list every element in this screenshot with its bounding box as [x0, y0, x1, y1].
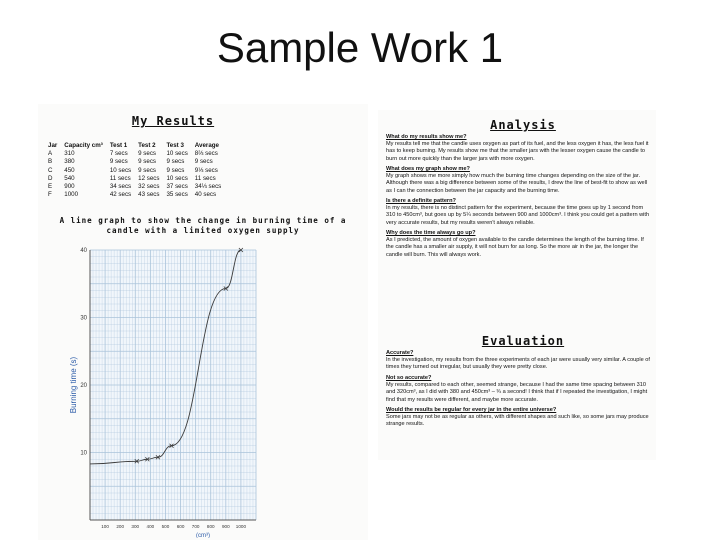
evaluation-question: Not so accurate?	[386, 375, 432, 381]
analysis-answer: As I predicted, the amount of oxygen available to the candle determines the length of the burning time. If the candle has a smaller air supply, it will not burn for as long. So the more air in the jar, the longer the candle will burn. This will always work.	[386, 237, 644, 258]
x-tick-label: 800	[206, 524, 215, 529]
analysis-section	[386, 166, 652, 195]
table-cell: B	[48, 158, 53, 166]
table-cell: 540	[64, 174, 75, 182]
table-cell: 9 secs	[138, 158, 157, 166]
table-row	[48, 191, 228, 199]
table-cell: 12 secs	[138, 174, 160, 182]
table-cell: 9 secs	[138, 166, 157, 174]
table-header-cell: Capacity cm³	[64, 142, 103, 149]
x-tick-label: 100	[101, 524, 109, 529]
table-cell: 1000	[64, 191, 79, 199]
slide-title: Sample Work 1	[216, 24, 504, 71]
evaluation-question: Would the results be regular for every jar in the entire universe?	[386, 407, 557, 413]
analysis-question: Is there a definite pattern?	[386, 198, 456, 204]
table-cell: 9 secs	[194, 158, 213, 166]
table-cell: 11 secs	[194, 174, 216, 182]
table-header-cell: Test 1	[109, 142, 128, 149]
table-cell: 9 secs	[138, 150, 157, 158]
table-cell: 7 secs	[109, 150, 128, 158]
table-cell: 9⅓ secs	[194, 166, 218, 174]
table-cell: 43 secs	[138, 191, 160, 199]
y-tick-label: 30	[80, 315, 87, 322]
x-tick-label: 1000	[235, 524, 247, 529]
evaluation-section	[386, 375, 652, 404]
y-tick-label: 40	[80, 248, 87, 254]
x-tick-label: 300	[131, 524, 140, 529]
evaluation-heading: Evaluation	[481, 334, 565, 348]
analysis-answer: My results tell me that the candle uses oxygen as part of its fuel, and the less oxygen it has, the less fuel it has to keep burning. My results show me that the smaller jars with the lesser oxygen cause the candle to burn out more quickly than the larger jars with more oxygen.	[386, 141, 649, 162]
burning-time-line-graph	[68, 244, 268, 538]
table-cell: 9 secs	[166, 166, 185, 174]
analysis-heading: Analysis	[490, 118, 556, 132]
results-page-scan	[38, 104, 368, 540]
results-heading: My Results	[131, 114, 215, 128]
evaluation-answer: In the investigation, my results from the three experiments of each jar were usually very similar. A couple of times they turned out irregular, but usually they were pretty close.	[386, 357, 650, 371]
table-cell: C	[48, 166, 53, 174]
analysis-section	[386, 230, 652, 259]
table-row	[48, 158, 228, 166]
table-header-cell: Test 3	[166, 142, 184, 149]
table-cell: A	[48, 150, 53, 158]
x-tick-label: 400	[146, 524, 155, 529]
table-row	[48, 167, 228, 175]
evaluation-answer: Some jars may not be as regular as others, with different shapes and such like, so some jars may produce strange results.	[386, 414, 649, 428]
x-tick-label: 200	[116, 524, 125, 529]
table-cell: 10 secs	[166, 150, 188, 158]
table-cell: 34⅓ secs	[194, 183, 222, 191]
results-table	[48, 142, 228, 199]
analysis-question: Why does the time always go up?	[386, 230, 476, 236]
table-cell: E	[48, 183, 53, 191]
analysis-page-scan	[378, 110, 656, 460]
x-tick-label: 600	[176, 524, 185, 529]
table-cell: 40 secs	[194, 191, 217, 199]
x-axis-label: (cm³)	[196, 533, 210, 538]
evaluation-section	[386, 350, 652, 372]
table-cell: 450	[64, 166, 75, 174]
table-cell: 900	[64, 183, 75, 191]
table-cell: 32 secs	[138, 183, 160, 191]
evaluation-section	[386, 407, 652, 429]
analysis-question: What do my results show me?	[386, 134, 467, 140]
table-cell: 380	[64, 158, 75, 166]
table-row	[48, 183, 228, 191]
x-tick-label: 900	[221, 524, 230, 529]
table-cell: 34 secs	[109, 183, 132, 191]
table-row	[48, 175, 228, 183]
table-header-cell: Average	[194, 142, 219, 149]
evaluation-question: Accurate?	[386, 350, 414, 356]
analysis-answer: My graph shows me more simply how much the burning time changes depending on the size of the jar. Although there was a big difference between some of the results, I drew the line of best-fit to show as well as I can the connection between the jar capacity and the burning time.	[386, 173, 648, 194]
x-tick-label: 700	[191, 524, 200, 529]
y-axis-label: Burning time (s)	[69, 356, 78, 414]
graph-grid	[90, 250, 256, 520]
table-cell: 10 secs	[166, 174, 188, 182]
x-tick-label: 500	[161, 524, 170, 529]
y-tick-label: 10	[80, 450, 87, 457]
analysis-section	[386, 198, 652, 227]
table-cell: D	[48, 174, 53, 182]
table-cell: 35 secs	[166, 191, 188, 199]
analysis-question: What does my graph show me?	[386, 166, 470, 172]
analysis-section	[386, 134, 652, 163]
table-cell: 42 secs	[109, 191, 132, 199]
table-header-cell: Jar	[48, 142, 58, 149]
table-cell: 9 secs	[166, 158, 185, 166]
table-cell: 8⅔ secs	[194, 150, 218, 158]
table-row	[48, 150, 228, 158]
table-cell: 10 secs	[109, 166, 132, 174]
y-tick-label: 20	[80, 383, 87, 389]
table-cell: 9 secs	[109, 158, 128, 166]
table-cell: 310	[64, 150, 75, 158]
table-header-cell: Test 2	[138, 142, 156, 149]
graph-caption: A line graph to show the change in burning time of a candle with a limited oxygen supply	[59, 216, 347, 235]
analysis-answer: In my results, there is no distinct pattern for the experiment, because the time goes up by 1 second from 310 to 450cm³, but goes up by 5¼ seconds between 900 and 1000cm³. I think you could get a pattern with very accurate results, but my results weren't always reliable.	[386, 205, 650, 226]
table-cell: 11 secs	[109, 174, 131, 182]
table-cell: F	[48, 191, 52, 199]
evaluation-answer: My results, compared to each other, seemed strange, because I had the same time spacing between 310 and 320cm³, as I did with 380 and 450cm³ – ¾ a second! I think that if I repeated the investigation, I might find that my results were different, and maybe more accurate.	[386, 382, 648, 403]
table-cell: 37 secs	[166, 183, 188, 191]
